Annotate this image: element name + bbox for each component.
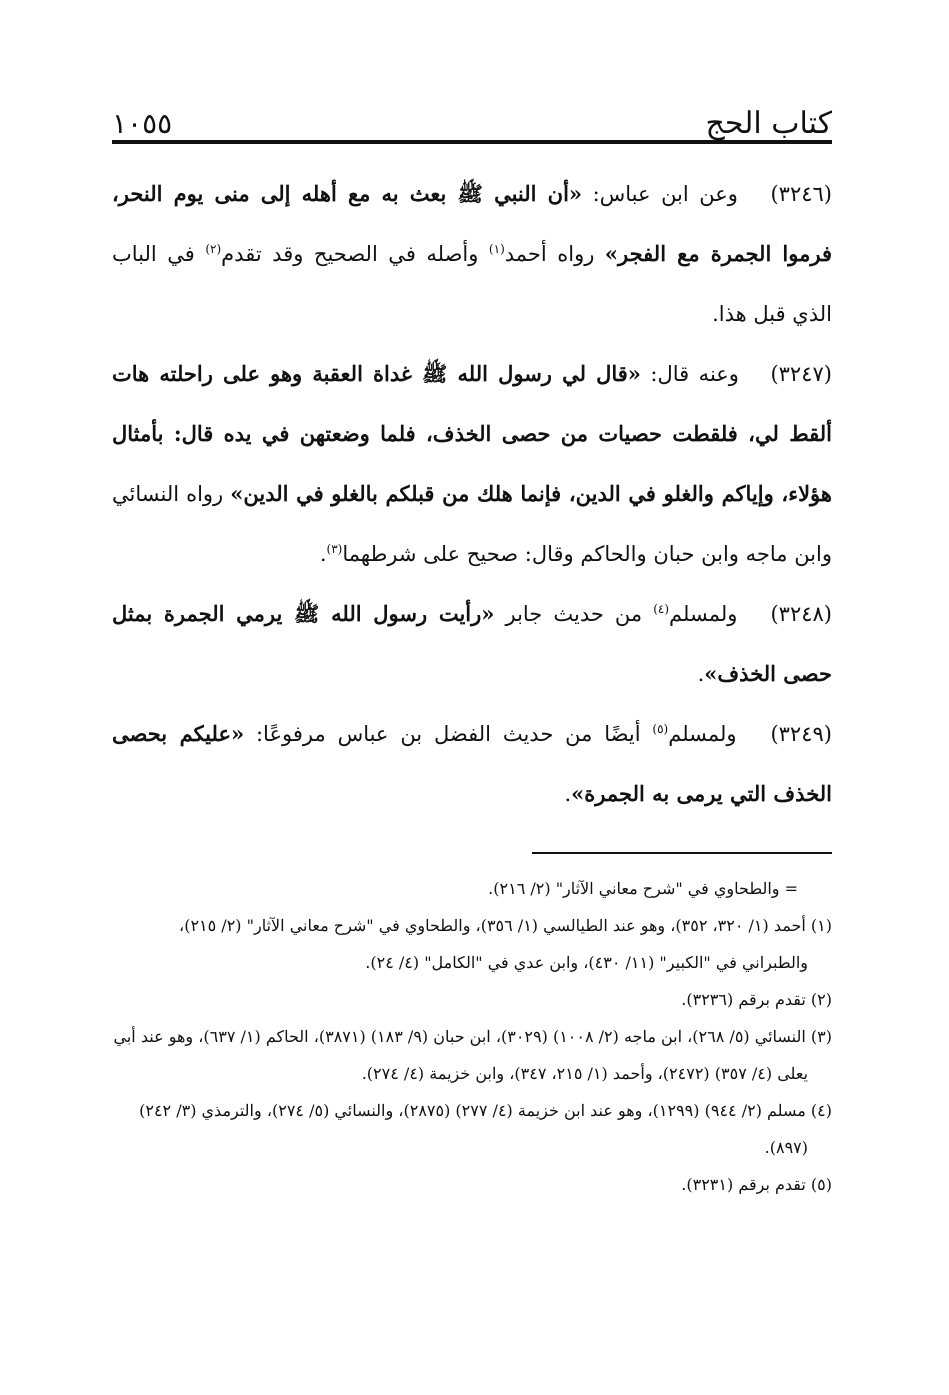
footnote-continuation: = والطحاوي في "شرح معاني الآثار" (٢/ ٢١٦). (488, 879, 798, 898)
hadith-intro: وعنه قال: (640, 362, 739, 386)
hadith-text: «قال لي رسول الله ﷺ غداة العقبة وهو على راحلته هات ألقط لي، فلقطت حصيات من حصى الخذف، فلما وضعتهن في يده قال: بأمثال هؤلاء، وإياكم والغلو في الدين، فإنما هلك من قبلكم بالغلو في الدين» (112, 361, 832, 506)
hadith-source: رواه النسائي وابن ماجه وابن حبان والحاكم وقال: صحيح على شرطهما (112, 482, 832, 566)
hadith-end: . (564, 782, 572, 806)
hadith-intro: وعن ابن عباس: (582, 182, 738, 206)
hadith-3246 (112, 164, 832, 344)
page-header (112, 96, 832, 144)
hadith-number: (٣٢٤٦) (770, 182, 832, 206)
footnote-divider (532, 852, 832, 854)
hadith-text: «عليكم بحصى الخذف التي يرمى به الجمرة» (112, 721, 832, 806)
hadith-3249 (112, 704, 832, 824)
hadith-3248 (112, 584, 832, 704)
hadith-source: في الباب الذي قبل هذا. (112, 242, 832, 326)
hadith-source: وأصله في الصحيح وقد تقدم (221, 242, 479, 266)
hadith-text: «أن النبي ﷺ بعث به مع أهله إلى منى يوم النحر، فرموا الجمرة مع الفجر» (112, 181, 832, 266)
footnote-4: (٤) مسلم (٢/ ٩٤٤) (١٢٩٩)، وهو عند ابن خزيمة (٤/ ٢٧٧) (٢٨٧٥)، والنسائي (٥/ ٢٧٤)، والترمذي (٣/ ٢٤٢) (٨٩٧). (139, 1101, 832, 1157)
hadith-number: (٣٢٤٧) (770, 362, 832, 386)
hadith-end: . (319, 542, 327, 566)
page-number: ١٠٥٥ (112, 107, 173, 141)
hadith-intro: ولمسلم (669, 602, 738, 626)
footnote-3: (٣) النسائي (٥/ ٢٦٨)، ابن ماجه (٢/ ١٠٠٨) (٣٠٢٩)، ابن حبان (٩/ ١٨٣) (٣٨٧١)، الحاكم (١/ ٦٣٧)، وهو عند أبي يعلى (٤/ ٣٥٧) (٢٤٧٢)، وأحمد (١/ ٢١٥، ٣٤٧)، وابن خزيمة (٤/ ٢٧٤). (113, 1027, 832, 1083)
footnote-5: (٥) تقدم برقم (٣٢٣١). (681, 1175, 832, 1194)
book-page (112, 96, 832, 1203)
footnotes (112, 870, 832, 1203)
chapter-title: كتاب الحج (705, 106, 832, 141)
footnote-ref: (٣) (326, 542, 343, 556)
hadith-number: (٣٢٤٩) (770, 722, 832, 746)
footnote-2: (٢) تقدم برقم (٣٢٣٦). (681, 990, 832, 1009)
footnote-ref: (١) (488, 242, 505, 256)
footnote-1: (١) أحمد (١/ ٣٢٠، ٣٥٢)، وهو عند الطيالسي (١/ ٣٥٦)، والطحاوي في "شرح معاني الآثار" (٢/ ٢١٥)، والطبراني في "الكبير" (١١/ ٤٣٠)، وابن عدي في "الكامل" (٤/ ٢٤). (179, 916, 832, 972)
hadith-end: . (697, 662, 705, 686)
hadith-text: «رأيت رسول الله ﷺ يرمي الجمرة بمثل حصى الخذف» (112, 601, 832, 686)
hadith-number: (٣٢٤٨) (770, 602, 832, 626)
footnote-ref: (٢) (205, 242, 222, 256)
hadith-3247 (112, 344, 832, 584)
hadith-source: من حديث جابر (494, 602, 643, 626)
hadith-source: أيضًا من حديث الفضل بن عباس مرفوعًا: (244, 722, 641, 746)
hadith-intro: ولمسلم (668, 722, 737, 746)
footnote-ref: (٥) (652, 722, 669, 736)
hadith-source: رواه أحمد (504, 242, 595, 266)
footnote-ref: (٤) (653, 602, 670, 616)
